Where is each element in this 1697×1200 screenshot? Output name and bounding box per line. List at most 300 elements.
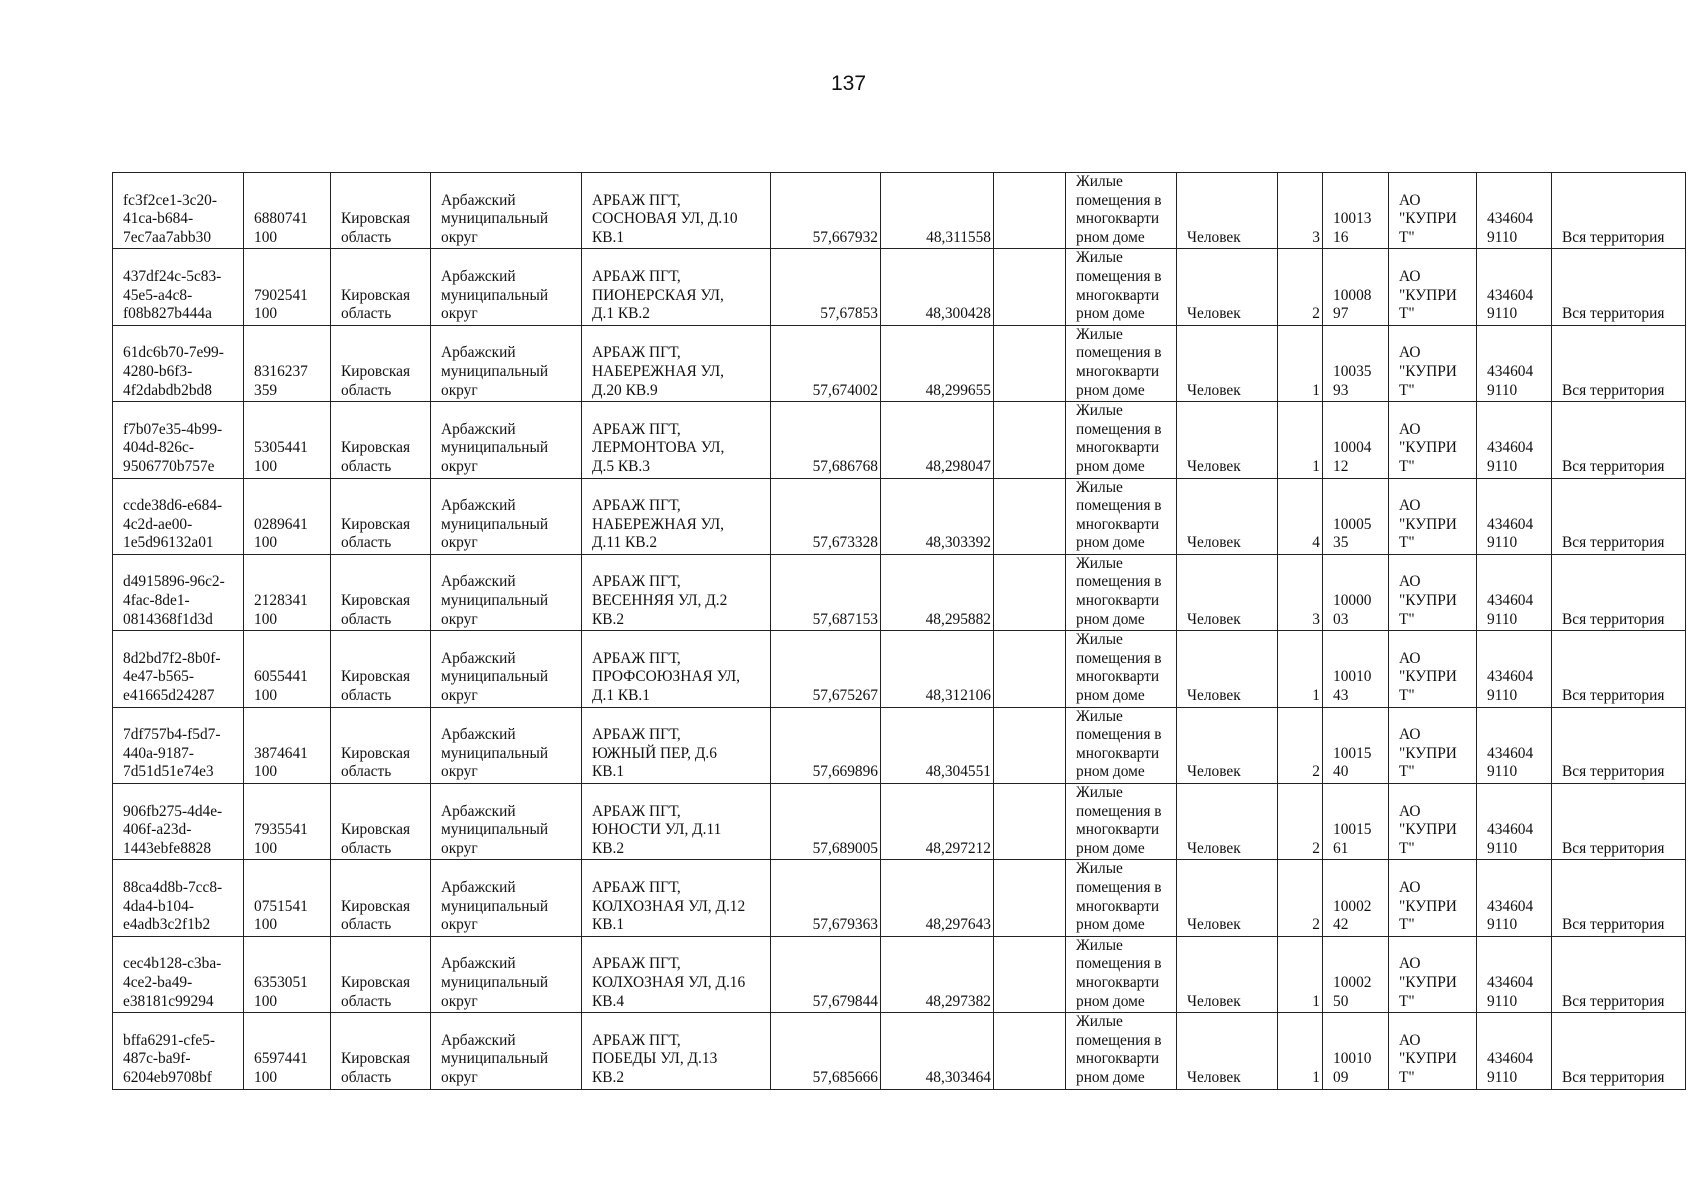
cell-empty	[994, 784, 1066, 860]
cell-inn-text: 434604 9110	[1487, 439, 1534, 475]
cell-unit-text: Человек	[1187, 687, 1241, 705]
cell-premises-type-text: Жилые помещения в многокварти рном доме	[1076, 478, 1162, 552]
cell-object-id	[113, 631, 244, 707]
cell-address-text: АРБАЖ ПГТ, КОЛХОЗНАЯ УЛ, Д.16 КВ.4	[592, 955, 746, 1010]
cell-code	[244, 631, 331, 707]
cell-empty	[994, 936, 1066, 1012]
cell-code-text: 6597441 100	[254, 1050, 308, 1086]
cell-organization	[1389, 860, 1477, 936]
cell-premises-type	[1066, 325, 1177, 401]
cell-premises-type-text: Жилые помещения в многокварти рном доме	[1076, 1013, 1162, 1086]
cell-account	[1323, 707, 1389, 783]
cell-inn-text: 434604 9110	[1487, 744, 1534, 781]
cell-latitude-text: 57,689005	[812, 839, 878, 857]
cell-territory	[1552, 1013, 1686, 1089]
cell-empty	[994, 631, 1066, 707]
cell-district-text: Арбажский муниципальный округ	[441, 267, 549, 323]
cell-account-text: 10004 12	[1333, 439, 1372, 475]
cell-region	[331, 1013, 431, 1089]
cell-account-text: 10002 42	[1333, 897, 1372, 934]
table-row	[113, 1013, 1686, 1089]
cell-code	[244, 784, 331, 860]
cell-longitude	[881, 936, 994, 1012]
cell-organization	[1389, 402, 1477, 478]
cell-unit	[1177, 860, 1278, 936]
cell-territory-text: Вся территория	[1562, 610, 1665, 628]
cell-premises-type	[1066, 478, 1177, 554]
cell-district	[431, 784, 582, 860]
cell-address	[582, 249, 771, 325]
table-row	[113, 173, 1686, 249]
cell-unit-text: Человек	[1187, 305, 1241, 323]
cell-region	[331, 936, 431, 1012]
table-body	[113, 173, 1686, 1090]
cell-district-text: Арбажский муниципальный округ	[441, 802, 549, 857]
cell-territory-text: Вся территория	[1562, 457, 1665, 475]
cell-district	[431, 936, 582, 1012]
cell-empty	[994, 478, 1066, 554]
cell-district	[431, 631, 582, 707]
cell-longitude-text: 48,303464	[925, 1068, 991, 1086]
cell-longitude	[881, 707, 994, 783]
cell-empty	[994, 402, 1066, 478]
cell-premises-type-text: Жилые помещения в многокварти рном доме	[1076, 173, 1162, 246]
cell-account	[1323, 554, 1389, 630]
cell-account	[1323, 478, 1389, 554]
cell-object-id-text: d4915896-96c2- 4fac-8de1- 0814368f1d3d	[123, 573, 225, 628]
cell-inn	[1477, 478, 1552, 554]
cell-account-text: 10005 35	[1333, 515, 1372, 552]
cell-longitude-text: 48,311558	[926, 228, 991, 246]
cell-latitude-text: 57,687153	[812, 610, 878, 628]
cell-address-text: АРБАЖ ПГТ, НАБЕРЕЖНАЯ УЛ, Д.11 КВ.2	[592, 497, 725, 552]
cell-district-text: Арбажский муниципальный округ	[441, 420, 549, 475]
cell-territory	[1552, 554, 1686, 630]
cell-address	[582, 784, 771, 860]
cell-object-id	[113, 936, 244, 1012]
cell-quantity	[1278, 554, 1323, 630]
cell-territory-text: Вся территория	[1562, 687, 1665, 705]
cell-quantity-text: 2	[1312, 763, 1320, 781]
cell-organization-text: АО "КУПРИ Т"	[1399, 726, 1457, 781]
cell-unit	[1177, 554, 1278, 630]
cell-latitude	[771, 249, 881, 325]
cell-object-id	[113, 784, 244, 860]
cell-region-text: Кировская область	[341, 286, 411, 323]
cell-quantity-text: 1	[1312, 992, 1320, 1010]
cell-organization-text: АО "КУПРИ Т"	[1399, 1031, 1457, 1086]
cell-territory-text: Вся территория	[1562, 305, 1665, 323]
cell-territory	[1552, 936, 1686, 1012]
cell-empty	[994, 325, 1066, 401]
cell-account-text: 10035 93	[1333, 362, 1372, 399]
cell-quantity	[1278, 478, 1323, 554]
cell-latitude	[771, 860, 881, 936]
cell-object-id-text: ccde38d6-e684- 4c2d-ae00- 1e5d96132a01	[123, 497, 223, 552]
cell-latitude-text: 57,669896	[812, 763, 878, 781]
cell-latitude-text: 57,679844	[812, 992, 878, 1010]
cell-latitude	[771, 1013, 881, 1089]
cell-unit	[1177, 478, 1278, 554]
cell-address-text: АРБАЖ ПГТ, ЮЖНЫЙ ПЕР, Д.6 КВ.1	[592, 726, 717, 781]
cell-account	[1323, 249, 1389, 325]
cell-premises-type	[1066, 707, 1177, 783]
cell-longitude	[881, 402, 994, 478]
cell-longitude-text: 48,304551	[925, 763, 991, 781]
cell-longitude-text: 48,297212	[925, 839, 991, 857]
cell-code	[244, 936, 331, 1012]
cell-inn-text: 434604 9110	[1487, 515, 1534, 552]
cell-object-id	[113, 860, 244, 936]
cell-quantity-text: 2	[1312, 916, 1320, 934]
cell-unit	[1177, 707, 1278, 783]
cell-district	[431, 249, 582, 325]
cell-latitude-text: 57,673328	[812, 534, 878, 552]
cell-district	[431, 173, 582, 249]
cell-quantity	[1278, 173, 1323, 249]
cell-longitude	[881, 554, 994, 630]
cell-district-text: Арбажский муниципальный округ	[441, 878, 549, 934]
cell-district-text: Арбажский муниципальный округ	[441, 649, 549, 705]
cell-quantity-text: 2	[1312, 839, 1320, 857]
cell-code	[244, 1013, 331, 1089]
cell-code-text: 6880741 100	[254, 210, 308, 246]
cell-territory-text: Вся территория	[1562, 916, 1665, 934]
cell-code	[244, 325, 331, 401]
cell-longitude-text: 48,298047	[925, 457, 991, 475]
cell-organization-text: АО "КУПРИ Т"	[1399, 267, 1457, 323]
cell-premises-type	[1066, 554, 1177, 630]
cell-account-text: 10002 50	[1333, 973, 1372, 1010]
cell-organization-text: АО "КУПРИ Т"	[1399, 573, 1457, 628]
cell-quantity	[1278, 631, 1323, 707]
cell-code-text: 3874641 100	[254, 744, 308, 781]
cell-object-id	[113, 402, 244, 478]
cell-object-id-text: 7df757b4-f5d7- 440a-9187- 7d51d51e74e3	[123, 726, 221, 781]
cell-region	[331, 249, 431, 325]
cell-unit-text: Человек	[1187, 839, 1241, 857]
cell-inn	[1477, 707, 1552, 783]
cell-address-text: АРБАЖ ПГТ, КОЛХОЗНАЯ УЛ, Д.12 КВ.1	[592, 878, 746, 934]
cell-address-text: АРБАЖ ПГТ, ПРОФСОЮЗНАЯ УЛ, Д.1 КВ.1	[592, 649, 741, 705]
cell-unit	[1177, 1013, 1278, 1089]
data-table	[112, 172, 1686, 1090]
cell-empty	[994, 554, 1066, 630]
cell-region	[331, 631, 431, 707]
cell-address	[582, 402, 771, 478]
cell-inn-text: 434604 9110	[1487, 210, 1534, 246]
cell-quantity	[1278, 860, 1323, 936]
cell-inn	[1477, 554, 1552, 630]
cell-latitude-text: 57,679363	[812, 916, 878, 934]
cell-code-text: 0289641 100	[254, 515, 308, 552]
cell-quantity-text: 3	[1312, 610, 1320, 628]
cell-code	[244, 173, 331, 249]
cell-object-id-text: 437df24c-5c83- 45e5-a4c8- f08b827b444a	[123, 267, 222, 323]
cell-district-text: Арбажский муниципальный округ	[441, 497, 549, 552]
cell-address	[582, 478, 771, 554]
cell-account-text: 10013 16	[1333, 210, 1372, 246]
table-row	[113, 478, 1686, 554]
cell-inn-text: 434604 9110	[1487, 362, 1534, 399]
cell-territory-text: Вся территория	[1562, 1068, 1665, 1086]
cell-region-text: Кировская область	[341, 1050, 411, 1086]
cell-latitude	[771, 478, 881, 554]
cell-organization-text: АО "КУПРИ Т"	[1399, 878, 1457, 934]
cell-inn-text: 434604 9110	[1487, 286, 1534, 323]
cell-account	[1323, 402, 1389, 478]
cell-territory	[1552, 325, 1686, 401]
cell-quantity-text: 1	[1312, 457, 1320, 475]
cell-unit-text: Человек	[1187, 763, 1241, 781]
cell-code	[244, 860, 331, 936]
cell-region	[331, 784, 431, 860]
cell-latitude-text: 57,686768	[812, 457, 878, 475]
cell-code-text: 5305441 100	[254, 439, 308, 475]
cell-longitude-text: 48,312106	[925, 687, 991, 705]
cell-unit-text: Человек	[1187, 916, 1241, 934]
cell-district-text: Арбажский муниципальный округ	[441, 1031, 549, 1086]
cell-premises-type	[1066, 860, 1177, 936]
cell-address-text: АРБАЖ ПГТ, ЮНОСТИ УЛ, Д.11 КВ.2	[592, 802, 722, 857]
cell-organization-text: АО "КУПРИ Т"	[1399, 649, 1457, 705]
cell-district	[431, 402, 582, 478]
cell-organization-text: АО "КУПРИ Т"	[1399, 420, 1457, 475]
table-row	[113, 631, 1686, 707]
cell-unit	[1177, 402, 1278, 478]
cell-quantity	[1278, 1013, 1323, 1089]
cell-territory	[1552, 478, 1686, 554]
cell-organization	[1389, 478, 1477, 554]
cell-account	[1323, 631, 1389, 707]
cell-premises-type	[1066, 249, 1177, 325]
cell-object-id	[113, 325, 244, 401]
cell-longitude-text: 48,303392	[925, 534, 991, 552]
cell-inn	[1477, 1013, 1552, 1089]
cell-account-text: 10008 97	[1333, 286, 1372, 323]
cell-region	[331, 325, 431, 401]
cell-region-text: Кировская область	[341, 439, 411, 475]
cell-latitude-text: 57,674002	[812, 381, 878, 399]
cell-code	[244, 707, 331, 783]
cell-inn-text: 434604 9110	[1487, 821, 1534, 857]
cell-inn-text: 434604 9110	[1487, 592, 1534, 628]
table-row	[113, 860, 1686, 936]
cell-address	[582, 325, 771, 401]
cell-organization	[1389, 707, 1477, 783]
table-row	[113, 325, 1686, 401]
cell-district	[431, 478, 582, 554]
cell-latitude	[771, 631, 881, 707]
cell-territory	[1552, 173, 1686, 249]
cell-longitude	[881, 249, 994, 325]
cell-inn	[1477, 936, 1552, 1012]
cell-unit	[1177, 173, 1278, 249]
cell-latitude-text: 57,685666	[812, 1068, 878, 1086]
cell-longitude	[881, 325, 994, 401]
cell-code-text: 7935541 100	[254, 821, 308, 857]
cell-inn	[1477, 173, 1552, 249]
cell-latitude	[771, 173, 881, 249]
cell-region-text: Кировская область	[341, 515, 411, 552]
cell-district-text: Арбажский муниципальный округ	[441, 573, 549, 628]
cell-premises-type-text: Жилые помещения в многокварти рном доме	[1076, 554, 1162, 628]
cell-territory-text: Вся территория	[1562, 228, 1665, 246]
cell-unit	[1177, 631, 1278, 707]
cell-territory	[1552, 707, 1686, 783]
cell-premises-type-text: Жилые помещения в многокварти рном доме	[1076, 784, 1162, 857]
cell-region-text: Кировская область	[341, 210, 411, 246]
cell-inn	[1477, 402, 1552, 478]
cell-empty	[994, 173, 1066, 249]
cell-region-text: Кировская область	[341, 668, 411, 705]
cell-address	[582, 707, 771, 783]
cell-longitude-text: 48,295882	[925, 610, 991, 628]
cell-region	[331, 707, 431, 783]
cell-quantity-text: 1	[1312, 687, 1320, 705]
cell-region	[331, 402, 431, 478]
cell-object-id	[113, 707, 244, 783]
cell-territory	[1552, 860, 1686, 936]
cell-code	[244, 402, 331, 478]
cell-object-id	[113, 1013, 244, 1089]
cell-address	[582, 554, 771, 630]
cell-code-text: 6055441 100	[254, 668, 308, 705]
table-row	[113, 936, 1686, 1012]
cell-account	[1323, 860, 1389, 936]
cell-district-text: Арбажский муниципальный округ	[441, 344, 549, 399]
cell-district-text: Арбажский муниципальный округ	[441, 955, 549, 1010]
cell-address	[582, 1013, 771, 1089]
cell-territory-text: Вся территория	[1562, 763, 1665, 781]
cell-unit-text: Человек	[1187, 992, 1241, 1010]
table-row	[113, 402, 1686, 478]
cell-account	[1323, 1013, 1389, 1089]
cell-district	[431, 325, 582, 401]
cell-address-text: АРБАЖ ПГТ, НАБЕРЕЖНАЯ УЛ, Д.20 КВ.9	[592, 344, 725, 399]
cell-organization	[1389, 173, 1477, 249]
cell-latitude-text: 57,675267	[812, 687, 878, 705]
cell-organization	[1389, 325, 1477, 401]
cell-territory	[1552, 631, 1686, 707]
cell-code	[244, 554, 331, 630]
cell-quantity	[1278, 325, 1323, 401]
cell-object-id-text: bffa6291-cfe5- 487c-ba9f- 6204eb9708bf	[123, 1031, 216, 1086]
page-number: 137	[830, 72, 867, 95]
cell-address-text: АРБАЖ ПГТ, ЛЕРМОНТОВА УЛ, Д.5 КВ.3	[592, 420, 725, 475]
cell-code-text: 7902541 100	[254, 286, 308, 323]
cell-latitude	[771, 936, 881, 1012]
cell-premises-type	[1066, 1013, 1177, 1089]
cell-unit-text: Человек	[1187, 381, 1241, 399]
cell-region-text: Кировская область	[341, 897, 411, 934]
cell-account-text: 10015 40	[1333, 744, 1372, 781]
cell-account	[1323, 784, 1389, 860]
cell-unit	[1177, 249, 1278, 325]
cell-quantity	[1278, 402, 1323, 478]
cell-unit-text: Человек	[1187, 610, 1241, 628]
cell-object-id-text: f7b07e35-4b99- 404d-826c- 9506770b757e	[123, 420, 223, 475]
cell-address-text: АРБАЖ ПГТ, ВЕСЕННЯЯ УЛ, Д.2 КВ.2	[592, 573, 728, 628]
cell-premises-type	[1066, 784, 1177, 860]
cell-object-id	[113, 478, 244, 554]
cell-address-text: АРБАЖ ПГТ, ПОБЕДЫ УЛ, Д.13 КВ.2	[592, 1031, 718, 1086]
cell-longitude	[881, 631, 994, 707]
cell-unit	[1177, 784, 1278, 860]
cell-object-id-text: cec4b128-c3ba- 4ce2-ba49- e38181c99294	[123, 955, 222, 1010]
cell-premises-type-text: Жилые помещения в многокварти рном доме	[1076, 249, 1162, 323]
cell-organization	[1389, 554, 1477, 630]
cell-district	[431, 554, 582, 630]
cell-organization	[1389, 784, 1477, 860]
cell-code-text: 0751541 100	[254, 897, 308, 934]
cell-region-text: Кировская область	[341, 821, 411, 857]
cell-inn	[1477, 631, 1552, 707]
cell-address-text: АРБАЖ ПГТ, СОСНОВАЯ УЛ, Д.10 КВ.1	[592, 191, 738, 246]
cell-code-text: 8316237 359	[254, 362, 308, 399]
cell-empty	[994, 860, 1066, 936]
cell-object-id	[113, 249, 244, 325]
cell-territory	[1552, 249, 1686, 325]
cell-object-id-text: 88ca4d8b-7cc8- 4da4-b104- e4adb3c2f1b2	[123, 878, 223, 934]
cell-unit-text: Человек	[1187, 457, 1241, 475]
cell-account-text: 10015 61	[1333, 821, 1372, 857]
cell-unit-text: Человек	[1187, 228, 1241, 246]
cell-district	[431, 707, 582, 783]
cell-latitude	[771, 402, 881, 478]
cell-address-text: АРБАЖ ПГТ, ПИОНЕРСКАЯ УЛ, Д.1 КВ.2	[592, 267, 724, 323]
cell-longitude	[881, 784, 994, 860]
cell-region-text: Кировская область	[341, 592, 411, 628]
cell-code	[244, 249, 331, 325]
cell-longitude	[881, 1013, 994, 1089]
cell-premises-type	[1066, 173, 1177, 249]
cell-organization-text: АО "КУПРИ Т"	[1399, 344, 1457, 399]
cell-inn-text: 434604 9110	[1487, 897, 1534, 934]
cell-longitude-text: 48,300428	[925, 305, 991, 323]
cell-latitude	[771, 784, 881, 860]
cell-account-text: 10010 09	[1333, 1050, 1372, 1086]
cell-address	[582, 936, 771, 1012]
cell-region-text: Кировская область	[341, 744, 411, 781]
cell-latitude	[771, 554, 881, 630]
cell-inn	[1477, 860, 1552, 936]
cell-latitude	[771, 325, 881, 401]
cell-latitude-text: 57,67853	[820, 305, 878, 323]
cell-object-id-text: 8d2bd7f2-8b0f- 4e47-b565- e41665d24287	[123, 649, 221, 705]
cell-quantity-text: 2	[1312, 305, 1320, 323]
cell-unit	[1177, 325, 1278, 401]
cell-organization-text: АО "КУПРИ Т"	[1399, 802, 1457, 857]
cell-organization-text: АО "КУПРИ Т"	[1399, 191, 1457, 246]
cell-premises-type-text: Жилые помещения в многокварти рном доме	[1076, 631, 1162, 705]
cell-premises-type-text: Жилые помещения в многокварти рном доме	[1076, 325, 1162, 399]
cell-address	[582, 860, 771, 936]
cell-account	[1323, 325, 1389, 401]
cell-empty	[994, 249, 1066, 325]
cell-organization	[1389, 1013, 1477, 1089]
cell-territory	[1552, 784, 1686, 860]
cell-quantity-text: 4	[1312, 534, 1320, 552]
cell-territory-text: Вся территория	[1562, 839, 1665, 857]
cell-inn	[1477, 325, 1552, 401]
cell-premises-type	[1066, 631, 1177, 707]
table-row	[113, 249, 1686, 325]
cell-unit-text: Человек	[1187, 534, 1241, 552]
cell-object-id-text: 61dc6b70-7e99- 4280-b6f3- 4f2dabdb2bd8	[123, 344, 224, 399]
cell-longitude	[881, 860, 994, 936]
cell-inn-text: 434604 9110	[1487, 668, 1534, 705]
